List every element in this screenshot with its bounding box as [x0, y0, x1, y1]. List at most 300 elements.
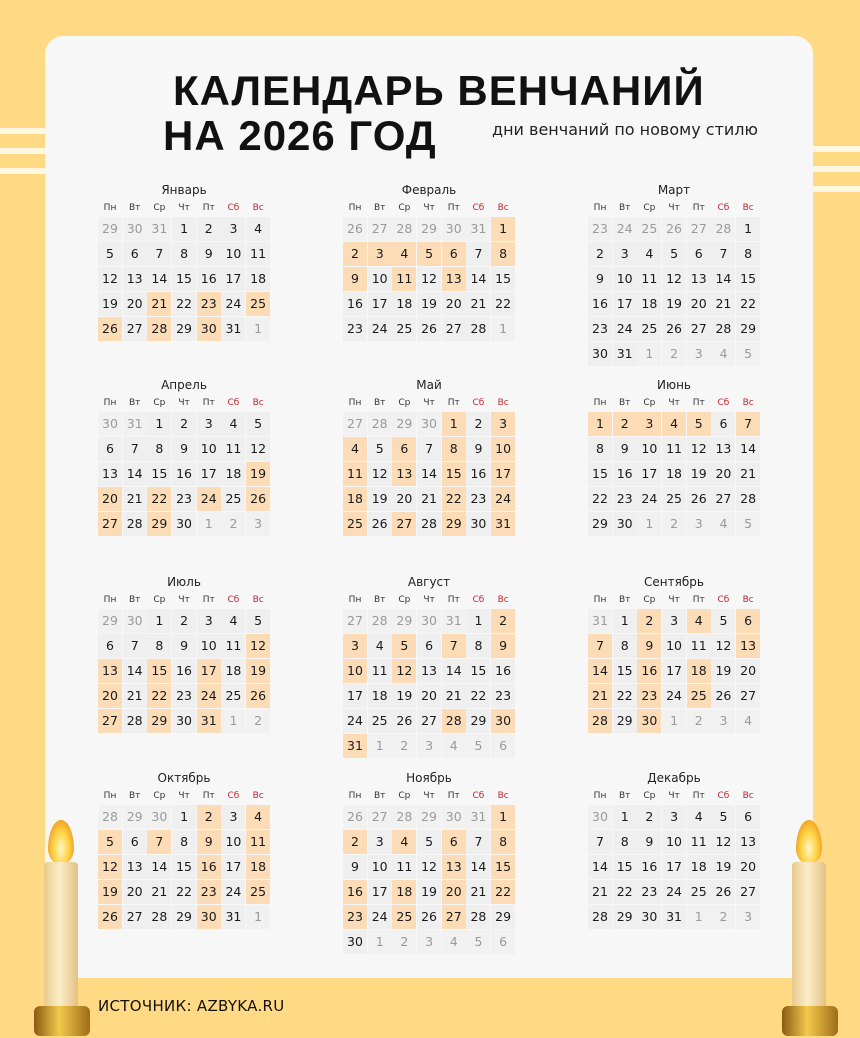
wedding-day-cell: 11: [246, 830, 270, 854]
other-month-day: 31: [466, 217, 490, 241]
day-cell: 8: [466, 634, 490, 658]
day-cell: 9: [466, 437, 490, 461]
weekday-label: Сб: [717, 203, 730, 213]
wedding-day-cell: 10: [491, 437, 515, 461]
wedding-day-cell: 19: [98, 880, 122, 904]
month-name: Январь: [161, 183, 207, 197]
weekday-label: Сб: [472, 398, 485, 408]
month-name: Март: [657, 183, 691, 197]
day-cell: 27: [417, 709, 441, 733]
weekday-label: Вс: [742, 595, 754, 605]
day-cell: 25: [687, 880, 711, 904]
weekday-label: Пт: [692, 398, 705, 408]
day-cell: 6: [123, 830, 147, 854]
other-month-day: 27: [343, 412, 367, 436]
wedding-day-cell: 26: [246, 684, 270, 708]
other-month-day: 1: [368, 734, 392, 758]
day-cell: 1: [172, 805, 196, 829]
weekday-label: Чт: [423, 791, 435, 801]
day-cell: 8: [172, 242, 196, 266]
day-cell: 4: [368, 634, 392, 658]
days-grid: [343, 805, 515, 954]
weekday-label: Пт: [202, 398, 215, 408]
month-name: Ноябрь: [406, 771, 452, 785]
day-cell: 27: [711, 487, 735, 511]
day-cell: 15: [613, 855, 637, 879]
wedding-day-cell: 30: [637, 709, 661, 733]
day-cell: 28: [588, 905, 612, 929]
day-cell: 10: [637, 437, 661, 461]
wedding-day-cell: 6: [442, 830, 466, 854]
day-cell: 22: [491, 292, 515, 316]
month-name: Июнь: [657, 378, 691, 392]
wedding-day-cell: 25: [687, 684, 711, 708]
day-cell: 28: [417, 512, 441, 536]
day-cell: 25: [392, 317, 416, 341]
day-cell: 25: [221, 487, 245, 511]
day-cell: 4: [221, 412, 245, 436]
day-cell: 27: [687, 317, 711, 341]
wedding-day-cell: 13: [736, 634, 760, 658]
day-cell: 9: [172, 634, 196, 658]
day-cell: 1: [736, 217, 760, 241]
day-cell: 23: [613, 487, 637, 511]
day-cell: 21: [123, 487, 147, 511]
day-cell: 3: [613, 242, 637, 266]
wedding-day-cell: 20: [98, 684, 122, 708]
day-cell: 13: [736, 830, 760, 854]
wedding-day-cell: 5: [392, 634, 416, 658]
page-subtitle: дни венчаний по новому стилю: [492, 120, 758, 139]
month-name: Апрель: [161, 378, 207, 392]
day-cell: 10: [197, 437, 221, 461]
day-cell: 18: [392, 292, 416, 316]
wedding-day-cell: 27: [98, 709, 122, 733]
wedding-day-cell: 12: [98, 855, 122, 879]
day-cell: 14: [736, 437, 760, 461]
day-cell: 21: [123, 684, 147, 708]
day-cell: 6: [711, 412, 735, 436]
weekday-label: Вт: [373, 203, 386, 213]
day-cell: 1: [466, 609, 490, 633]
day-cell: 7: [466, 242, 490, 266]
day-cell: 21: [736, 462, 760, 486]
weekday-label: Сб: [472, 791, 485, 801]
other-month-day: 4: [442, 930, 466, 954]
wedding-day-cell: 4: [343, 437, 367, 461]
day-cell: 18: [662, 462, 686, 486]
day-cell: 12: [662, 267, 686, 291]
day-cell: 28: [147, 905, 171, 929]
day-cell: 20: [392, 487, 416, 511]
weekday-label: Чт: [423, 203, 435, 213]
day-cell: 24: [662, 684, 686, 708]
day-cell: 5: [662, 242, 686, 266]
wedding-day-cell: 1: [491, 217, 515, 241]
day-cell: 15: [613, 659, 637, 683]
month-calendar: [98, 180, 270, 341]
day-cell: 16: [343, 292, 367, 316]
day-cell: 19: [711, 855, 735, 879]
weekday-label: Пт: [202, 791, 215, 801]
weekday-label: Ср: [398, 203, 411, 213]
other-month-day: 2: [246, 709, 270, 733]
weekday-label: Сб: [227, 595, 240, 605]
day-cell: 1: [613, 805, 637, 829]
day-cell: 6: [736, 805, 760, 829]
other-month-day: 29: [392, 412, 416, 436]
other-month-day: 3: [417, 930, 441, 954]
weekday-header: [343, 788, 515, 805]
day-cell: 16: [466, 462, 490, 486]
wedding-day-cell: 4: [687, 609, 711, 633]
day-cell: 1: [147, 609, 171, 633]
other-month-day: 3: [246, 512, 270, 536]
other-month-day: 27: [368, 805, 392, 829]
day-cell: 7: [417, 437, 441, 461]
weekday-label: Вс: [742, 791, 754, 801]
other-month-day: 3: [711, 709, 735, 733]
wedding-day-cell: 10: [343, 659, 367, 683]
weekday-label: Пт: [202, 203, 215, 213]
weekday-label: Вт: [128, 791, 141, 801]
day-cell: 9: [343, 855, 367, 879]
day-cell: 20: [736, 659, 760, 683]
weekday-label: Пт: [447, 791, 460, 801]
day-cell: 3: [368, 830, 392, 854]
day-cell: 19: [98, 292, 122, 316]
day-cell: 18: [368, 684, 392, 708]
weekday-label: Сб: [717, 791, 730, 801]
weekday-label: Вт: [373, 398, 386, 408]
day-cell: 14: [147, 855, 171, 879]
day-cell: 14: [147, 267, 171, 291]
day-cell: 20: [711, 462, 735, 486]
day-cell: 11: [221, 634, 245, 658]
other-month-day: 3: [687, 342, 711, 366]
weekday-header: [343, 592, 515, 609]
day-cell: 17: [368, 880, 392, 904]
day-cell: 18: [687, 855, 711, 879]
month-name: Август: [407, 575, 451, 589]
wedding-day-cell: 13: [442, 267, 466, 291]
day-cell: 10: [662, 830, 686, 854]
weekday-label: Ср: [153, 398, 166, 408]
days-grid: [98, 609, 270, 733]
weekday-label: Вс: [497, 791, 509, 801]
other-month-day: 25: [637, 217, 661, 241]
day-cell: 3: [662, 805, 686, 829]
day-cell: 28: [711, 317, 735, 341]
weekday-label: Вс: [742, 398, 754, 408]
day-cell: 22: [613, 880, 637, 904]
wedding-day-cell: 27: [392, 512, 416, 536]
weekday-label: Вт: [618, 398, 631, 408]
other-month-day: 30: [147, 805, 171, 829]
day-cell: 14: [417, 462, 441, 486]
day-cell: 23: [466, 487, 490, 511]
other-month-day: 29: [417, 805, 441, 829]
day-cell: 18: [246, 267, 270, 291]
other-month-day: 28: [392, 217, 416, 241]
day-cell: 10: [662, 634, 686, 658]
weekday-label: Сб: [717, 398, 730, 408]
day-cell: 21: [417, 487, 441, 511]
day-cell: 19: [392, 684, 416, 708]
weekday-label: Вт: [128, 398, 141, 408]
other-month-day: 30: [98, 412, 122, 436]
day-cell: 10: [368, 267, 392, 291]
other-month-day: 28: [392, 805, 416, 829]
wedding-day-cell: 5: [417, 242, 441, 266]
weekday-label: Пт: [447, 203, 460, 213]
day-cell: 9: [637, 830, 661, 854]
weekday-label: Ср: [153, 791, 166, 801]
weekday-label: Вт: [618, 595, 631, 605]
wedding-day-cell: 27: [442, 905, 466, 929]
day-cell: 8: [172, 830, 196, 854]
day-cell: 9: [613, 437, 637, 461]
day-cell: 12: [246, 437, 270, 461]
wedding-day-cell: 16: [343, 880, 367, 904]
month-calendar: [588, 768, 760, 929]
other-month-day: 24: [613, 217, 637, 241]
wedding-day-cell: 4: [392, 242, 416, 266]
day-cell: 5: [711, 609, 735, 633]
day-cell: 11: [662, 437, 686, 461]
day-cell: 10: [368, 855, 392, 879]
day-cell: 11: [392, 855, 416, 879]
weekday-label: Ср: [398, 791, 411, 801]
weekday-header: [98, 788, 270, 805]
wedding-day-cell: 4: [662, 412, 686, 436]
wedding-day-cell: 3: [368, 242, 392, 266]
other-month-day: 5: [466, 930, 490, 954]
wedding-day-cell: 25: [246, 292, 270, 316]
day-cell: 13: [123, 855, 147, 879]
wedding-day-cell: 22: [442, 487, 466, 511]
wedding-day-cell: 18: [246, 855, 270, 879]
weekday-label: Вт: [618, 203, 631, 213]
day-cell: 27: [123, 317, 147, 341]
day-cell: 1: [172, 217, 196, 241]
wedding-day-cell: 9: [491, 634, 515, 658]
month-name: Сентябрь: [644, 575, 704, 589]
day-cell: 28: [466, 317, 490, 341]
wedding-day-cell: 20: [442, 880, 466, 904]
month-name: Октябрь: [157, 771, 211, 785]
other-month-day: 29: [98, 217, 122, 241]
day-cell: 29: [736, 317, 760, 341]
day-cell: 30: [637, 905, 661, 929]
day-cell: 22: [613, 684, 637, 708]
day-cell: 16: [172, 659, 196, 683]
other-month-day: 3: [687, 512, 711, 536]
day-cell: 8: [613, 830, 637, 854]
day-cell: 4: [637, 242, 661, 266]
other-month-day: 28: [368, 412, 392, 436]
day-cell: 20: [736, 855, 760, 879]
day-cell: 24: [662, 880, 686, 904]
wedding-day-cell: 17: [491, 462, 515, 486]
day-cell: 7: [588, 830, 612, 854]
month-calendar: [343, 572, 515, 758]
other-month-day: 1: [662, 709, 686, 733]
day-cell: 4: [246, 217, 270, 241]
wedding-day-cell: 9: [637, 634, 661, 658]
month-calendar: [343, 375, 515, 536]
day-cell: 24: [221, 292, 245, 316]
wedding-day-cell: 25: [392, 905, 416, 929]
weekday-label: Ср: [643, 791, 656, 801]
day-cell: 24: [613, 317, 637, 341]
day-cell: 22: [172, 292, 196, 316]
day-cell: 23: [172, 487, 196, 511]
other-month-day: 26: [343, 805, 367, 829]
day-cell: 5: [246, 609, 270, 633]
day-cell: 27: [123, 905, 147, 929]
weekday-label: Вс: [497, 203, 509, 213]
weekday-label: Вс: [742, 203, 754, 213]
other-month-day: 1: [637, 512, 661, 536]
weekday-label: Вт: [373, 791, 386, 801]
weekday-label: Пн: [103, 203, 117, 213]
weekday-header: [588, 592, 760, 609]
weekday-label: Пн: [348, 203, 362, 213]
wedding-day-cell: 7: [442, 634, 466, 658]
weekday-label: Чт: [668, 398, 680, 408]
day-cell: 7: [123, 437, 147, 461]
day-cell: 25: [368, 709, 392, 733]
other-month-day: 1: [491, 317, 515, 341]
day-cell: 2: [588, 242, 612, 266]
weekday-header: [588, 788, 760, 805]
weekday-label: Вс: [252, 791, 264, 801]
wedding-day-cell: 31: [343, 734, 367, 758]
wedding-day-cell: 7: [147, 830, 171, 854]
days-grid: [588, 805, 760, 929]
other-month-day: 27: [368, 217, 392, 241]
day-cell: 10: [613, 267, 637, 291]
day-cell: 13: [687, 267, 711, 291]
day-cell: 31: [221, 317, 245, 341]
day-cell: 7: [123, 634, 147, 658]
weekday-label: Ср: [643, 398, 656, 408]
day-cell: 13: [123, 267, 147, 291]
wedding-day-cell: 3: [343, 634, 367, 658]
other-month-day: 5: [466, 734, 490, 758]
other-month-day: 2: [392, 930, 416, 954]
day-cell: 23: [491, 684, 515, 708]
weekday-label: Чт: [178, 595, 190, 605]
day-cell: 23: [588, 317, 612, 341]
day-cell: 3: [221, 217, 245, 241]
weekday-label: Вс: [252, 398, 264, 408]
wedding-day-cell: 22: [491, 880, 515, 904]
wedding-day-cell: 3: [491, 412, 515, 436]
day-cell: 8: [736, 242, 760, 266]
day-cell: 15: [588, 462, 612, 486]
day-cell: 5: [711, 805, 735, 829]
other-month-day: 31: [147, 217, 171, 241]
wedding-day-cell: 18: [392, 880, 416, 904]
wedding-day-cell: 2: [343, 830, 367, 854]
day-cell: 14: [588, 855, 612, 879]
other-month-day: 2: [662, 342, 686, 366]
other-month-day: 31: [588, 609, 612, 633]
wedding-day-cell: 28: [588, 709, 612, 733]
days-grid: [588, 412, 760, 536]
day-cell: 30: [172, 512, 196, 536]
wedding-day-cell: 17: [197, 659, 221, 683]
day-cell: 9: [172, 437, 196, 461]
weekday-label: Чт: [423, 398, 435, 408]
day-cell: 4: [221, 609, 245, 633]
other-month-day: 1: [197, 512, 221, 536]
weekday-label: Вс: [497, 398, 509, 408]
day-cell: 3: [197, 609, 221, 633]
day-cell: 26: [687, 487, 711, 511]
day-cell: 14: [466, 267, 490, 291]
wedding-day-cell: 18: [343, 487, 367, 511]
other-month-day: 1: [246, 317, 270, 341]
day-cell: 25: [637, 317, 661, 341]
day-cell: 5: [368, 437, 392, 461]
day-cell: 20: [123, 880, 147, 904]
wedding-day-cell: 1: [442, 412, 466, 436]
other-month-day: 2: [221, 512, 245, 536]
month-calendar: [588, 375, 760, 536]
other-month-day: 2: [711, 905, 735, 929]
day-cell: 14: [442, 659, 466, 683]
day-cell: 23: [172, 684, 196, 708]
wedding-day-cell: 2: [197, 805, 221, 829]
other-month-day: 27: [343, 609, 367, 633]
day-cell: 16: [491, 659, 515, 683]
days-grid: [343, 412, 515, 536]
day-cell: 29: [172, 905, 196, 929]
day-cell: 27: [736, 880, 760, 904]
day-cell: 17: [343, 684, 367, 708]
wedding-day-cell: 8: [442, 437, 466, 461]
page-title-line1: КАЛЕНДАРЬ ВЕНЧАНИЙ: [173, 67, 705, 114]
other-month-day: 31: [442, 609, 466, 633]
day-cell: 16: [613, 462, 637, 486]
wedding-day-cell: 18: [687, 659, 711, 683]
other-month-day: 4: [442, 734, 466, 758]
day-cell: 8: [147, 634, 171, 658]
day-cell: 20: [417, 684, 441, 708]
day-cell: 29: [172, 317, 196, 341]
other-month-day: 29: [392, 609, 416, 633]
weekday-label: Чт: [423, 595, 435, 605]
wedding-day-cell: 5: [687, 412, 711, 436]
wedding-day-cell: 19: [246, 659, 270, 683]
day-cell: 26: [368, 512, 392, 536]
wedding-day-cell: 20: [98, 487, 122, 511]
day-cell: 12: [368, 462, 392, 486]
day-cell: 2: [637, 805, 661, 829]
wedding-day-cell: 28: [147, 317, 171, 341]
day-cell: 11: [687, 634, 711, 658]
wedding-day-cell: 2: [613, 412, 637, 436]
wedding-day-cell: 6: [442, 242, 466, 266]
day-cell: 13: [711, 437, 735, 461]
other-month-day: 1: [637, 342, 661, 366]
wedding-day-cell: 25: [343, 512, 367, 536]
weekday-label: Вс: [252, 203, 264, 213]
wedding-day-cell: 19: [246, 462, 270, 486]
